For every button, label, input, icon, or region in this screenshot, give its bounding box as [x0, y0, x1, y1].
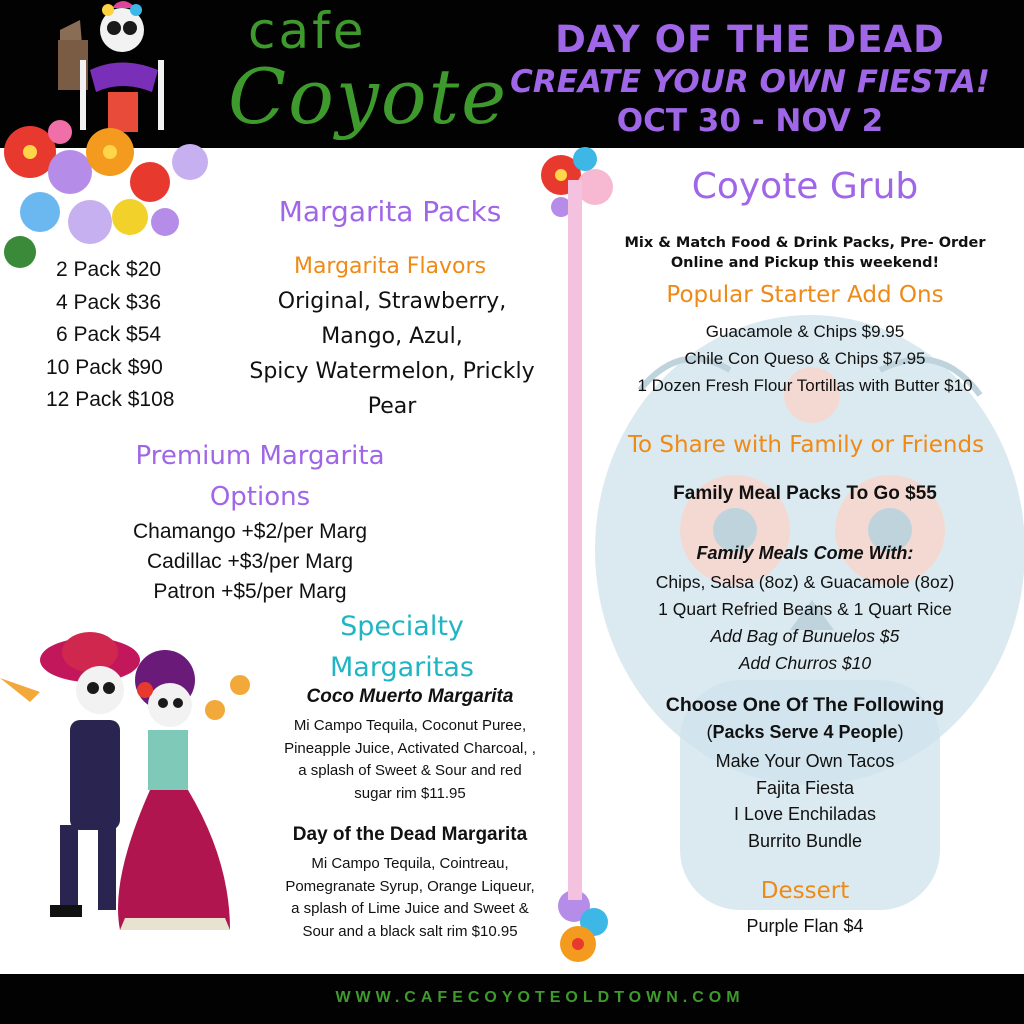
- paren-close: ): [897, 722, 904, 742]
- description-line: sugar rim $11.95: [354, 784, 466, 802]
- intro-line: Mix & Match Food & Drink Packs, Pre- Order: [624, 235, 986, 251]
- logo-coyote-text: Coyote: [228, 52, 509, 141]
- meal-choice: Fajita Fiesta: [755, 777, 855, 798]
- packs-serve-text: Packs Serve 4 People: [712, 722, 898, 742]
- description-line: Mi Campo Tequila, Cointreau,: [311, 855, 509, 872]
- grub-intro-text: [600, 233, 1010, 273]
- flower-cluster-top-left: [0, 112, 230, 272]
- starter-add-ons-list: [585, 318, 1024, 399]
- family-meals-come-with: Family Meals Come With:: [696, 543, 914, 563]
- flavor-line: Mango, Azul,: [321, 324, 463, 349]
- event-subtitle: CREATE YOUR OWN FIESTA!: [510, 64, 990, 100]
- starter-item: Chile Con Queso & Chips $7.95: [684, 349, 926, 368]
- website-url: WWW.CAFECOYOTEOLDTOWN.COM: [335, 989, 745, 1006]
- margarita-flavors-list: [222, 284, 562, 424]
- premium-heading-line: Options: [209, 482, 311, 512]
- margarita-packs-heading: Margarita Packs: [278, 195, 502, 228]
- meal-choice: Make Your Own Tacos: [715, 751, 895, 771]
- description-line: Pineapple Juice, Activated Charcoal, ,: [284, 739, 536, 757]
- pack-price-item: 10 Pack $90: [46, 355, 163, 379]
- share-heading: To Share with Family or Friends: [627, 432, 985, 458]
- premium-options-list: [80, 517, 420, 607]
- specialty-item-description: [248, 715, 572, 805]
- starter-item: 1 Dozen Fresh Flour Tortillas with Butter $10: [637, 376, 973, 395]
- intro-line: Online and Pickup this weekend!: [670, 255, 940, 271]
- dessert-heading: Dessert: [760, 878, 850, 904]
- description-line: Mi Campo Tequila, Coconut Puree,: [293, 717, 527, 734]
- premium-heading-line: Premium Margarita: [135, 441, 385, 471]
- family-item: Chips, Salsa (8oz) & Guacamole (8oz): [655, 572, 955, 592]
- flavor-line: Original, Strawberry,: [277, 289, 507, 314]
- specialty-item-name: Coco Muerto Margarita: [306, 686, 514, 707]
- pack-price-item: 6 Pack $54: [56, 323, 162, 346]
- family-meal-pack-price: Family Meal Packs To Go $55: [673, 483, 937, 504]
- meal-choice: I Love Enchiladas: [733, 804, 877, 824]
- specialty-heading-line: Margaritas: [330, 652, 474, 683]
- paren-open: (: [706, 722, 713, 742]
- event-title: DAY OF THE DEAD: [555, 18, 945, 61]
- description-line: Sour and a black salt rim $10.95: [302, 922, 518, 940]
- logo-cafe-text: cafe: [248, 2, 367, 60]
- coyote-grub-heading: Coyote Grub: [691, 166, 919, 207]
- packs-serve-note: [600, 722, 1010, 743]
- footer-bar: [0, 974, 1024, 1024]
- specialty-heading-line: Specialty: [340, 611, 464, 642]
- specialty-item-description: [248, 853, 572, 943]
- description-line: a splash of Lime Juice and Sweet &: [291, 900, 529, 917]
- description-line: a splash of Sweet & Sour and red: [298, 762, 522, 779]
- premium-option: Chamango +$2/per Marg: [132, 520, 368, 543]
- meal-choice-list: [600, 748, 1010, 854]
- starter-add-ons-heading: Popular Starter Add Ons: [666, 282, 944, 308]
- starter-item: Guacamole & Chips $9.95: [705, 322, 905, 341]
- event-dates: OCT 30 - NOV 2: [616, 103, 884, 139]
- meal-choice: Burrito Bundle: [747, 830, 863, 851]
- specialty-margaritas-heading: [292, 606, 512, 688]
- family-meal-items: [590, 569, 1020, 677]
- mariachi-skeleton-couple-illustration: [0, 630, 250, 950]
- pack-price-list: [40, 254, 210, 417]
- premium-option: Patron +$5/per Marg: [153, 580, 347, 603]
- premium-options-heading: [90, 436, 430, 518]
- dessert-item: Purple Flan $4: [746, 916, 864, 936]
- family-addon: Add Churros $10: [738, 653, 872, 673]
- flavor-line: Pear: [367, 394, 417, 419]
- pack-price-item: 4 Pack $36: [56, 290, 162, 314]
- family-addon: Add Bag of Bunuelos $5: [710, 626, 900, 646]
- flavor-line: Spicy Watermelon, Prickly: [249, 359, 535, 384]
- description-line: Pomegranate Syrup, Orange Liqueur,: [285, 877, 535, 895]
- pack-price-item: 2 Pack $20: [56, 258, 162, 281]
- pack-price-item: 12 Pack $108: [46, 388, 175, 411]
- choose-one-heading: Choose One Of The Following: [665, 694, 945, 716]
- specialty-item-name: Day of the Dead Margarita: [292, 824, 528, 845]
- margarita-flavors-heading: Margarita Flavors: [293, 254, 487, 279]
- family-item: 1 Quart Refried Beans & 1 Quart Rice: [658, 599, 952, 619]
- premium-option: Cadillac +$3/per Marg: [146, 550, 354, 573]
